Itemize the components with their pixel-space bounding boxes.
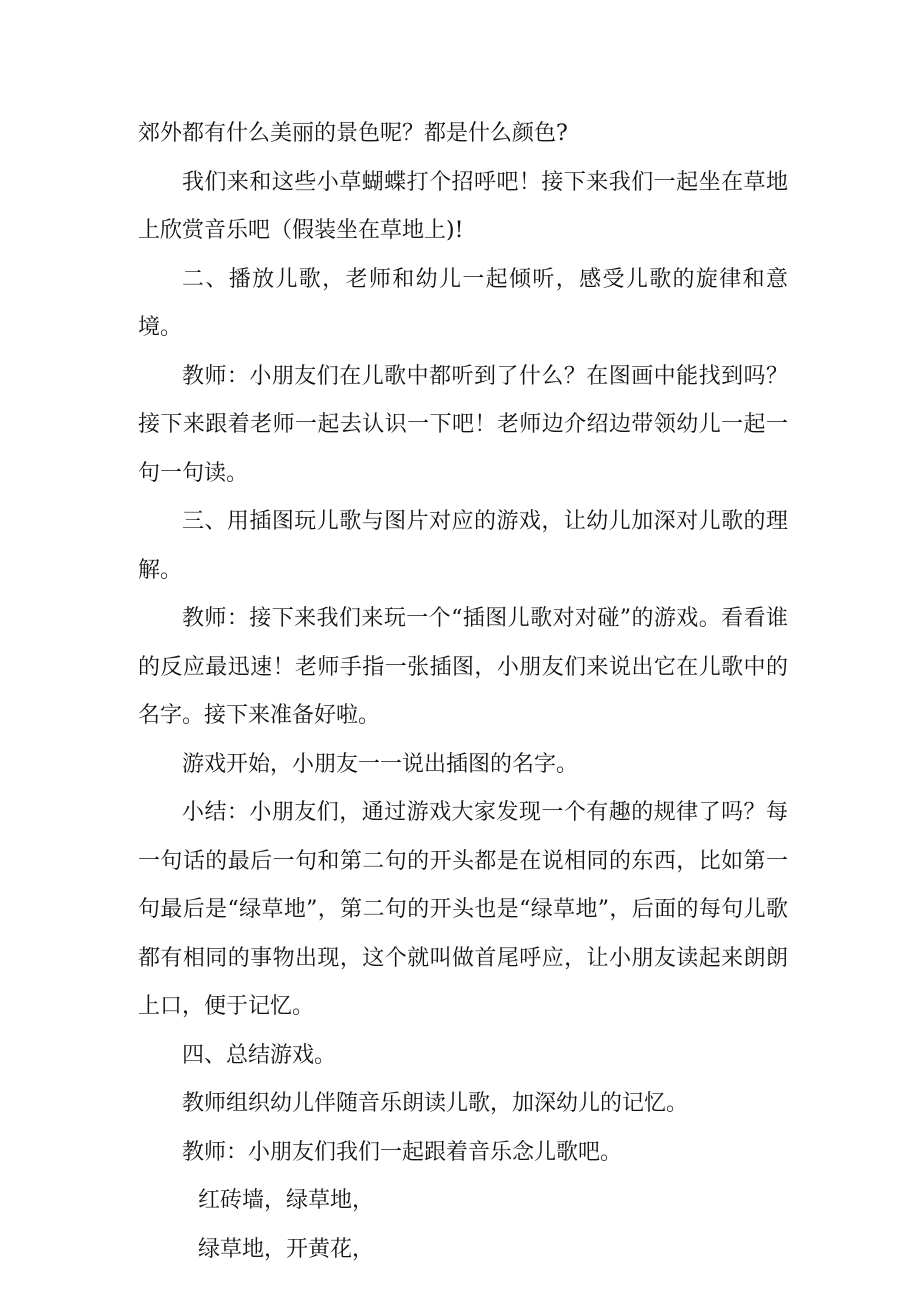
document-body xyxy=(138,110,788,1274)
paragraph-2: 我们来和这些小草蝴蝶打个招呼吧！接下来我们一起坐在草地上欣赏音乐吧（假装坐在草地上)! xyxy=(138,169,788,243)
paragraph-4: 教师：小朋友们在儿歌中都听到了什么？在图画中能找到吗？接下来跟着老师一起去认识一下吧！老师边介绍边带领幼儿一起一句一句读。 xyxy=(138,363,788,486)
poem-line-1: 红砖墙，绿草地， xyxy=(198,1188,375,1213)
paragraph-3: 二、播放儿歌，老师和幼儿一起倾听，感受儿歌的旋律和意境。 xyxy=(138,266,788,340)
poem-line-2: 绿草地，开黄花， xyxy=(198,1236,375,1262)
paragraph-7: 游戏开始，小朋友一一说出插图的名字。 xyxy=(182,751,579,777)
paragraph-11: 教师：小朋友们我们一起跟着音乐念儿歌吧。 xyxy=(182,1139,623,1165)
paragraph-9: 四、总结游戏。 xyxy=(182,1042,337,1068)
paragraph-8: 小结：小朋友们，通过游戏大家发现一个有趣的规律了吗？每一句话的最后一句和第二句的开头都是在说相同的东西，比如第一句最后是“绿草地”，第二句的开头也是“绿草地”，后面的每句儿歌都有相同的事物出现，这个就叫做首尾呼应，让小朋友读起来朗朗上口，便于记忆。 xyxy=(138,800,788,1019)
paragraph-5: 三、用插图玩儿歌与图片对应的游戏，让幼儿加深对儿歌的理解。 xyxy=(138,509,788,583)
paragraph-6: 教师：接下来我们来玩一个“插图儿歌对对碰”的游戏。看看谁的反应最迅速！老师手指一张插图，小朋友们来说出它在儿歌中的名字。接下来准备好啦。 xyxy=(138,606,788,728)
paragraph-10: 教师组织幼儿伴随音乐朗读儿歌，加深幼儿的记忆。 xyxy=(182,1091,689,1116)
paragraph-1: 郊外都有什么美丽的景色呢？都是什么颜色? xyxy=(138,121,568,146)
